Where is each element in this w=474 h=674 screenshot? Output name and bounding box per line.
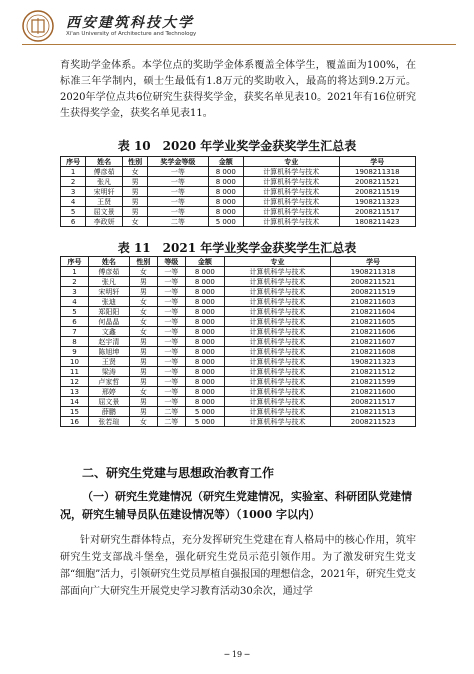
table-cell: 计算机科学与技术 (224, 287, 330, 297)
table-cell: 8 000 (185, 287, 224, 297)
table-cell: 计算机科学与技术 (243, 197, 339, 207)
table-cell: 8 000 (208, 187, 243, 197)
table-cell: 一等 (157, 377, 185, 387)
table-cell: 男 (129, 337, 157, 347)
table-cell: 男 (129, 287, 157, 297)
table-cell: 郑阳阳 (88, 307, 129, 317)
table-cell: 二等 (148, 217, 208, 227)
table-cell: 李政妍 (86, 217, 123, 227)
table-cell: 2108211604 (331, 307, 416, 317)
table-cell: 一等 (157, 397, 185, 407)
table-cell: 3 (61, 287, 89, 297)
table-cell: 王贤 (88, 357, 129, 367)
table-row (61, 317, 416, 327)
table-cell: 计算机科学与技术 (224, 277, 330, 287)
table-row (61, 377, 416, 387)
table-cell: 男 (123, 177, 148, 187)
table-cell: 女 (129, 297, 157, 307)
table-cell: 一等 (157, 307, 185, 317)
table-cell: 8 000 (185, 347, 224, 357)
column-header: 奖学金等级 (148, 157, 208, 167)
table-cell: 女 (123, 167, 148, 177)
table-row (61, 407, 416, 417)
table-row (61, 307, 416, 317)
table-cell: 计算机科学与技术 (224, 307, 330, 317)
table-cell: 8 000 (208, 207, 243, 217)
column-header: 性别 (129, 257, 157, 267)
table-cell: 1908211318 (331, 267, 416, 277)
table-cell: 屈文景 (86, 207, 123, 217)
table-cell: 一等 (157, 317, 185, 327)
table-cell: 计算机科学与技术 (224, 387, 330, 397)
table-cell: 9 (61, 347, 89, 357)
table-2020-scholarship (60, 156, 416, 227)
table-cell: 一等 (157, 347, 185, 357)
table-cell: 女 (129, 417, 157, 427)
table-cell: 2008211517 (331, 397, 416, 407)
subsection-title: （一）研究生党建情况（研究生党建情况，实验室、科研团队党建情况，研究生辅导员队伍建设情况等）（1000 字以内） (60, 490, 412, 521)
table-cell: 6 (61, 317, 89, 327)
table-cell: 14 (61, 397, 89, 407)
table-cell: 2 (61, 177, 86, 187)
table-cell: 10 (61, 357, 89, 367)
page-number: ─ 19 ─ (224, 650, 250, 659)
table-cell: 男 (129, 397, 157, 407)
table-cell: 女 (129, 387, 157, 397)
university-logo-icon (22, 10, 54, 42)
table-cell: 13 (61, 387, 89, 397)
table-cell: 2108211599 (331, 377, 416, 387)
table-cell: 二等 (157, 417, 185, 427)
table-cell: 计算机科学与技术 (224, 297, 330, 307)
table-cell: 张迪 (88, 297, 129, 307)
table-cell: 一等 (157, 267, 185, 277)
section-title: 二、研究生党建与思想政治教育工作 (82, 466, 275, 480)
column-header: 姓名 (88, 257, 129, 267)
table-cell: 5 000 (185, 407, 224, 417)
table10-caption: 表 10 2020 年学业奖学金获奖学生汇总表 (117, 139, 357, 153)
table-cell: 男 (129, 347, 157, 357)
table-cell: 4 (61, 197, 86, 207)
table-row (61, 167, 416, 177)
table-cell: 8 000 (185, 297, 224, 307)
table-cell: 张凡 (88, 277, 129, 287)
table-cell: 8 000 (185, 337, 224, 347)
table-cell: 8 000 (185, 357, 224, 367)
table-cell: 8 000 (185, 387, 224, 397)
table11-caption: 表 11 2021 年学业奖学金获奖学生汇总表 (117, 241, 357, 255)
table-row (61, 347, 416, 357)
table-cell: 梁涛 (88, 367, 129, 377)
table-cell: 计算机科学与技术 (224, 347, 330, 357)
table-row (61, 267, 416, 277)
table-row (61, 387, 416, 397)
column-header: 专业 (243, 157, 339, 167)
table-row (61, 197, 416, 207)
table-cell: 1908211323 (339, 197, 415, 207)
table-cell: 8 000 (208, 177, 243, 187)
table-cell: 2008211521 (331, 277, 416, 287)
table-cell: 赵宇清 (88, 337, 129, 347)
table-cell: 16 (61, 417, 89, 427)
column-header: 序号 (61, 157, 86, 167)
table-cell: 计算机科学与技术 (243, 217, 339, 227)
table-cell: 一等 (157, 277, 185, 287)
table-cell: 3 (61, 187, 86, 197)
table-cell: 1 (61, 167, 86, 177)
table-cell: 女 (129, 317, 157, 327)
party-building-paragraph: 针对研究生群体特点，充分发挥研究生党建在育人格局中的核心作用，筑牢研究生党支部战斗堡垒，强化研究生党员示范引领作用。为了激发研究生党支部“细胞”活力，引领研究生党员厚植自强报国的理想信念，2021年，研究生党支部面向广大研究生开展党史学习教育活动30余次，通过学 (60, 535, 416, 597)
table-cell: 2108211607 (331, 337, 416, 347)
table-cell: 15 (61, 407, 89, 417)
table-cell: 傅彦茹 (86, 167, 123, 177)
table-cell: 12 (61, 377, 89, 387)
column-header: 学号 (339, 157, 415, 167)
table-cell: 一等 (157, 287, 185, 297)
table-cell: 薛鹏 (88, 407, 129, 417)
table-cell: 计算机科学与技术 (224, 317, 330, 327)
table-cell: 男 (123, 197, 148, 207)
table-cell: 一等 (157, 357, 185, 367)
table-cell: 4 (61, 297, 89, 307)
table-cell: 一等 (157, 367, 185, 377)
table-cell: 2008211523 (331, 417, 416, 427)
table-cell: 男 (129, 357, 157, 367)
table-row (61, 367, 416, 377)
table-row (61, 217, 416, 227)
table-cell: 一等 (148, 207, 208, 217)
table-row (61, 207, 416, 217)
column-header: 金额 (185, 257, 224, 267)
table-cell: 一等 (148, 187, 208, 197)
column-header: 学号 (331, 257, 416, 267)
intro-paragraph: 育奖助学金体系。本学位点的奖助学金体系覆盖全体学生，覆盖面为100%，在标准三年学制内，硕士生最低有1.8万元的奖助收入，最高的将达到9.2万元。2020年学位点共6位研究生获得奖学金，获奖名单见表10。2021年有16位研究生获得奖学金，获奖名单见表11。 (60, 60, 416, 119)
table-cell: 计算机科学与技术 (224, 417, 330, 427)
table-cell: 傅彦茹 (88, 267, 129, 277)
table-row (61, 177, 416, 187)
table-cell: 7 (61, 327, 89, 337)
table-cell: 张凡 (86, 177, 123, 187)
table-cell: 邢婷 (88, 387, 129, 397)
table-cell: 1 (61, 267, 89, 277)
table-cell: 男 (129, 407, 157, 417)
table-cell: 计算机科学与技术 (224, 367, 330, 377)
university-name-en: Xi'an University of Architecture and Technology (66, 31, 197, 37)
table-row (61, 297, 416, 307)
table-cell: 8 000 (208, 167, 243, 177)
table-cell: 2108211513 (331, 407, 416, 417)
table-cell: 女 (123, 217, 148, 227)
table-cell: 5 000 (208, 217, 243, 227)
table-cell: 8 000 (185, 377, 224, 387)
table-cell: 计算机科学与技术 (224, 397, 330, 407)
table-cell: 一等 (148, 177, 208, 187)
table-cell: 2008211519 (331, 287, 416, 297)
table-cell: 1908211318 (339, 167, 415, 177)
table-2021-scholarship (60, 256, 416, 427)
table-cell: 计算机科学与技术 (224, 377, 330, 387)
table-row (61, 397, 416, 407)
table-cell: 二等 (157, 407, 185, 417)
table-cell: 一等 (157, 327, 185, 337)
table-cell: 8 (61, 337, 89, 347)
table-cell: 2108211512 (331, 367, 416, 377)
table-cell: 计算机科学与技术 (224, 357, 330, 367)
table-cell: 2108211603 (331, 297, 416, 307)
table-cell: 王贤 (86, 197, 123, 207)
table-cell: 女 (129, 327, 157, 337)
column-header: 专业 (224, 257, 330, 267)
table-row (61, 417, 416, 427)
table-cell: 计算机科学与技术 (243, 177, 339, 187)
table-cell: 男 (123, 207, 148, 217)
table-cell: 计算机科学与技术 (243, 207, 339, 217)
table-cell: 8 000 (185, 277, 224, 287)
table-cell: 一等 (157, 337, 185, 347)
table-cell: 8 000 (185, 307, 224, 317)
table-cell: 1808211423 (339, 217, 415, 227)
column-header: 等级 (157, 257, 185, 267)
table-cell: 卢家哲 (88, 377, 129, 387)
table-cell: 男 (129, 367, 157, 377)
table-cell: 2108211605 (331, 317, 416, 327)
table-cell: 2108211608 (331, 347, 416, 357)
table-cell: 计算机科学与技术 (224, 337, 330, 347)
table-cell: 8 000 (185, 327, 224, 337)
table-cell: 5 (61, 207, 86, 217)
table-cell: 宋明轩 (88, 287, 129, 297)
column-header: 姓名 (86, 157, 123, 167)
table-header-row (61, 157, 416, 167)
table-cell: 计算机科学与技术 (224, 267, 330, 277)
table-cell: 2 (61, 277, 89, 287)
column-header: 金额 (208, 157, 243, 167)
table-row (61, 357, 416, 367)
table-cell: 8 000 (185, 267, 224, 277)
table-cell: 文鑫 (88, 327, 129, 337)
page-header (22, 8, 456, 45)
table-cell: 5 (61, 307, 89, 317)
table-cell: 一等 (157, 387, 185, 397)
table-row (61, 287, 416, 297)
table-cell: 一等 (157, 297, 185, 307)
table-row (61, 337, 416, 347)
column-header: 性别 (123, 157, 148, 167)
table-row (61, 187, 416, 197)
table-header-row (61, 257, 416, 267)
table-cell: 2008211519 (339, 187, 415, 197)
table-row (61, 277, 416, 287)
table-cell: 男 (129, 277, 157, 287)
table-cell: 陈旭坤 (88, 347, 129, 357)
university-name-cn: 西安建筑科技大学 (66, 15, 194, 31)
column-header: 序号 (61, 257, 89, 267)
table-cell: 2108211606 (331, 327, 416, 337)
table-cell: 1908211323 (331, 357, 416, 367)
table-cell: 男 (129, 377, 157, 387)
table-cell: 一等 (148, 167, 208, 177)
table-cell: 女 (129, 267, 157, 277)
table-cell: 计算机科学与技术 (243, 167, 339, 177)
table-cell: 计算机科学与技术 (243, 187, 339, 197)
table-cell: 8 000 (185, 367, 224, 377)
table-cell: 一等 (148, 197, 208, 207)
table-cell: 8 000 (185, 397, 224, 407)
table-cell: 何晶晶 (88, 317, 129, 327)
table-cell: 屈文景 (88, 397, 129, 407)
table-cell: 宋明轩 (86, 187, 123, 197)
table-cell: 11 (61, 367, 89, 377)
table-cell: 8 000 (185, 317, 224, 327)
table-cell: 男 (123, 187, 148, 197)
table-cell: 8 000 (208, 197, 243, 207)
table-cell: 5 000 (185, 417, 224, 427)
table-cell: 2108211600 (331, 387, 416, 397)
table-row (61, 327, 416, 337)
table-cell: 6 (61, 217, 86, 227)
table-cell: 计算机科学与技术 (224, 327, 330, 337)
table-cell: 2008211521 (339, 177, 415, 187)
table-cell: 计算机科学与技术 (224, 407, 330, 417)
table-cell: 张若瑄 (88, 417, 129, 427)
table-cell: 女 (129, 307, 157, 317)
table-cell: 2008211517 (339, 207, 415, 217)
